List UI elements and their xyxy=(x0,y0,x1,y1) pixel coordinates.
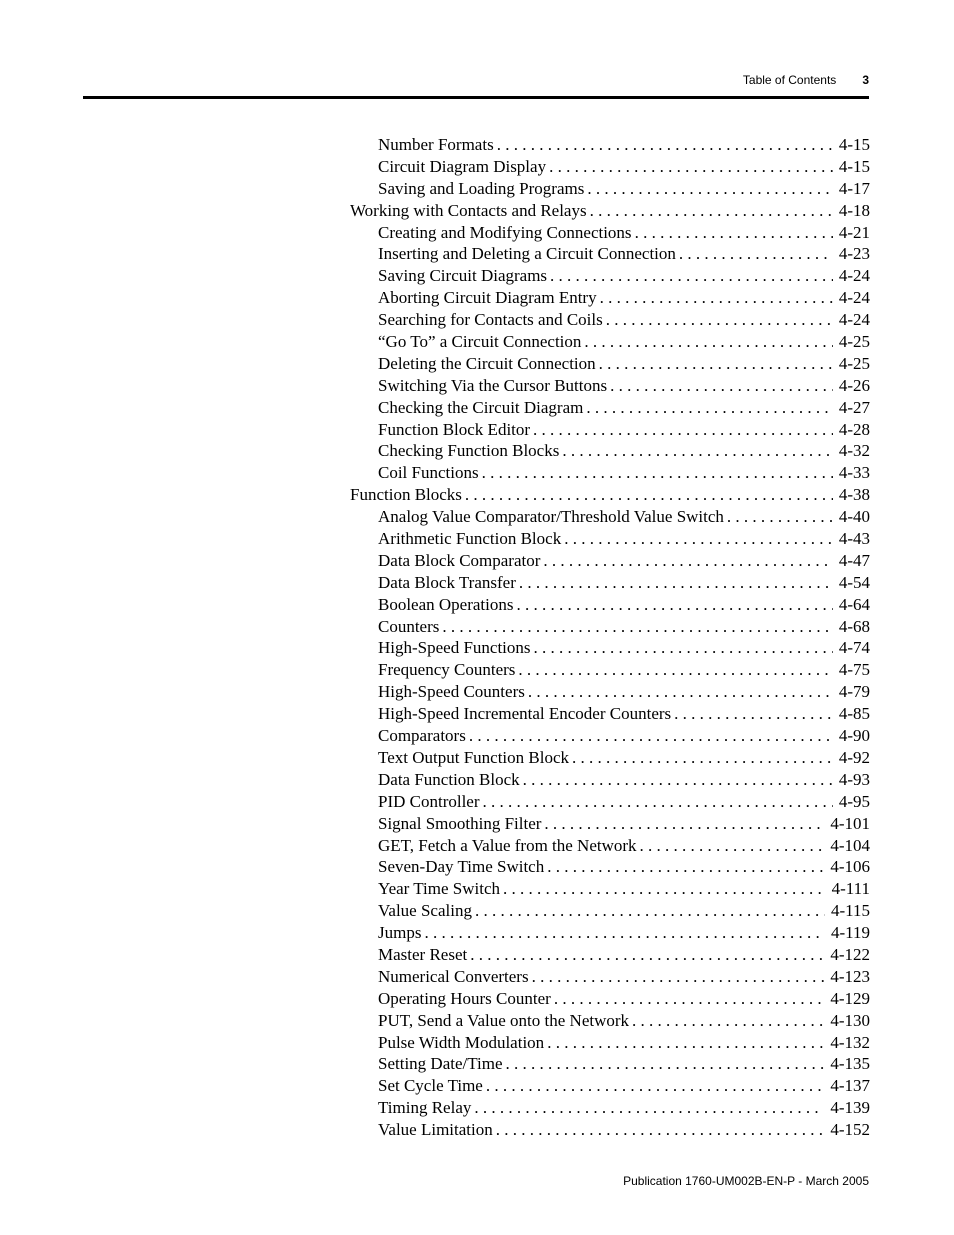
dot-leader xyxy=(465,484,833,506)
toc-entry-title: PID Controller xyxy=(378,791,480,811)
toc-entry-page: 4-129 xyxy=(830,988,870,1008)
toc-entry-page: 4-23 xyxy=(838,244,870,264)
toc-entry-title: Comparators xyxy=(378,726,466,746)
toc-entry-page: 4-123 xyxy=(830,966,870,986)
dot-leader xyxy=(517,594,833,616)
toc-entry-page: 4-135 xyxy=(830,1054,870,1074)
toc-entry-page: 4-90 xyxy=(838,726,870,746)
dot-leader xyxy=(562,440,833,462)
toc-entry-page: 4-152 xyxy=(830,1120,870,1140)
toc-entry-page: 4-74 xyxy=(838,638,870,658)
dot-leader xyxy=(584,331,832,353)
toc-entry-title: Function Block Editor xyxy=(378,419,531,439)
toc-entry-title: Value Limitation xyxy=(378,1120,493,1140)
dot-leader xyxy=(587,178,832,200)
toc-entry-title: PUT, Send a Value onto the Network xyxy=(378,1010,630,1030)
toc-entry-page: 4-111 xyxy=(831,879,870,899)
toc-entry-title: Coil Functions xyxy=(378,463,479,483)
toc-entry-page: 4-64 xyxy=(838,594,870,614)
toc-entry-title: Creating and Modifying Connections xyxy=(378,222,632,242)
toc-entry-page: 4-25 xyxy=(838,353,870,373)
toc-entry-title: Saving and Loading Programs xyxy=(378,178,585,198)
toc-entry[interactable] xyxy=(350,900,870,922)
dot-leader xyxy=(474,1097,824,1119)
toc-entry-page: 4-24 xyxy=(838,288,870,308)
section-title: Table of Contents xyxy=(742,73,837,87)
toc-list xyxy=(350,134,870,1141)
toc-entry-title: Boolean Operations xyxy=(378,594,514,614)
dot-leader xyxy=(632,1010,824,1032)
dot-leader xyxy=(640,835,825,857)
toc-entry-page: 4-24 xyxy=(838,266,870,286)
dot-leader xyxy=(518,659,832,681)
toc-entry[interactable] xyxy=(350,791,870,813)
dot-leader xyxy=(533,419,833,441)
toc-entry-page: 4-18 xyxy=(838,200,870,220)
toc-entry-title: Counters xyxy=(378,616,440,636)
toc-entry-page: 4-68 xyxy=(838,616,870,636)
toc-entry-page: 4-54 xyxy=(838,572,870,592)
toc-entry[interactable] xyxy=(350,637,870,659)
toc-entry[interactable] xyxy=(350,747,870,769)
toc-entry-title: Signal Smoothing Filter xyxy=(378,813,542,833)
toc-entry-title: Frequency Counters xyxy=(378,660,516,680)
toc-entry[interactable] xyxy=(350,462,870,484)
toc-entry-title: Timing Relay xyxy=(378,1098,472,1118)
toc-entry-title: GET, Fetch a Value from the Network xyxy=(378,835,637,855)
toc-entry[interactable] xyxy=(350,922,870,944)
toc-entry-page: 4-93 xyxy=(838,769,870,789)
toc-entry-title: Function Blocks xyxy=(350,485,462,505)
toc-entry-page: 4-119 xyxy=(830,923,870,943)
toc-entry[interactable] xyxy=(350,222,870,244)
toc-entry[interactable] xyxy=(350,1097,870,1119)
toc-entry[interactable] xyxy=(350,966,870,988)
dot-leader xyxy=(528,681,833,703)
toc-entry[interactable] xyxy=(350,506,870,528)
toc-entry[interactable] xyxy=(350,769,870,791)
toc-entry-page: 4-106 xyxy=(830,857,870,877)
toc-entry[interactable] xyxy=(350,572,870,594)
toc-entry-page: 4-115 xyxy=(830,901,870,921)
toc-entry[interactable] xyxy=(350,1075,870,1097)
toc-entry-page: 4-92 xyxy=(838,747,870,767)
toc-entry-page: 4-75 xyxy=(838,660,870,680)
toc-entry[interactable] xyxy=(350,1119,870,1141)
toc-entry[interactable] xyxy=(350,878,870,900)
toc-entry-page: 4-32 xyxy=(838,441,870,461)
toc-entry-title: Set Cycle Time xyxy=(378,1076,483,1096)
toc-entry-page: 4-79 xyxy=(838,682,870,702)
toc-entry-title: Data Block Transfer xyxy=(378,572,516,592)
toc-entry-title: Checking the Circuit Diagram xyxy=(378,397,584,417)
toc-entry[interactable] xyxy=(350,134,870,156)
dot-leader xyxy=(496,1119,825,1141)
toc-entry-page: 4-43 xyxy=(838,529,870,549)
dot-leader xyxy=(523,769,833,791)
dot-leader xyxy=(600,287,833,309)
toc-entry-page: 4-33 xyxy=(838,463,870,483)
toc-entry[interactable] xyxy=(350,1053,870,1075)
toc-entry-title: Setting Date/Time xyxy=(378,1054,503,1074)
dot-leader xyxy=(497,134,833,156)
toc-entry[interactable] xyxy=(350,200,870,222)
dot-leader xyxy=(610,375,833,397)
toc-entry[interactable] xyxy=(350,353,870,375)
toc-entry[interactable] xyxy=(350,725,870,747)
toc-entry-page: 4-38 xyxy=(838,485,870,505)
dot-leader xyxy=(470,944,824,966)
toc-entry-title: High-Speed Incremental Encoder Counters xyxy=(378,704,672,724)
toc-entry-title: Text Output Function Block xyxy=(378,747,569,767)
toc-entry[interactable] xyxy=(350,703,870,725)
dot-leader xyxy=(547,856,824,878)
toc-entry-page: 4-24 xyxy=(838,310,870,330)
toc-entry-page: 4-40 xyxy=(838,507,870,527)
dot-leader xyxy=(590,200,833,222)
toc-entry-title: Data Block Comparator xyxy=(378,550,541,570)
running-header xyxy=(743,73,869,87)
dot-leader xyxy=(503,878,826,900)
toc-entry-title: Arithmetic Function Block xyxy=(378,529,562,549)
toc-entry-title: Pulse Width Modulation xyxy=(378,1032,545,1052)
dot-leader xyxy=(679,243,833,265)
toc-entry-page: 4-21 xyxy=(838,222,870,242)
page-number: 3 xyxy=(862,73,869,87)
toc-entry[interactable] xyxy=(350,243,870,265)
dot-leader xyxy=(544,813,824,835)
dot-leader xyxy=(554,988,825,1010)
toc-entry-page: 4-17 xyxy=(838,178,870,198)
dot-leader xyxy=(483,791,833,813)
dot-leader xyxy=(486,1075,824,1097)
toc-entry[interactable] xyxy=(350,681,870,703)
dot-leader xyxy=(442,616,832,638)
toc-entry-page: 4-137 xyxy=(830,1076,870,1096)
toc-entry[interactable] xyxy=(350,594,870,616)
toc-entry[interactable] xyxy=(350,331,870,353)
dot-leader xyxy=(606,309,833,331)
toc-entry[interactable] xyxy=(350,1032,870,1054)
toc-entry[interactable] xyxy=(350,835,870,857)
toc-entry-title: Checking Function Blocks xyxy=(378,441,560,461)
toc-entry-title: Year Time Switch xyxy=(378,879,501,899)
toc-entry-title: High-Speed Functions xyxy=(378,638,531,658)
header-rule xyxy=(83,96,869,99)
toc-entry[interactable] xyxy=(350,156,870,178)
toc-entry-page: 4-95 xyxy=(838,791,870,811)
toc-entry-title: Saving Circuit Diagrams xyxy=(378,266,548,286)
toc-entry[interactable] xyxy=(350,856,870,878)
toc-entry-title: Deleting the Circuit Connection xyxy=(378,353,596,373)
toc-entry-title: High-Speed Counters xyxy=(378,682,525,702)
toc-entry-page: 4-85 xyxy=(838,704,870,724)
toc-entry[interactable] xyxy=(350,397,870,419)
dot-leader xyxy=(482,462,833,484)
dot-leader xyxy=(475,900,825,922)
dot-leader xyxy=(469,725,833,747)
toc-entry-page: 4-101 xyxy=(830,813,870,833)
toc-entry-page: 4-28 xyxy=(838,419,870,439)
toc-entry[interactable] xyxy=(350,944,870,966)
dot-leader xyxy=(674,703,833,725)
toc-entry[interactable] xyxy=(350,440,870,462)
dot-leader xyxy=(586,397,832,419)
toc-entry-page: 4-139 xyxy=(830,1098,870,1118)
dot-leader xyxy=(549,156,833,178)
toc-entry-title: Circuit Diagram Display xyxy=(378,156,547,176)
toc-entry[interactable] xyxy=(350,813,870,835)
toc-entry-page: 4-26 xyxy=(838,375,870,395)
toc-entry-title: Master Reset xyxy=(378,944,468,964)
toc-entry-page: 4-122 xyxy=(830,944,870,964)
dot-leader xyxy=(519,572,833,594)
toc-entry-title: “Go To” a Circuit Connection xyxy=(378,332,582,352)
toc-entry[interactable] xyxy=(350,550,870,572)
toc-entry-title: Seven-Day Time Switch xyxy=(378,857,545,877)
toc-entry-page: 4-25 xyxy=(838,332,870,352)
toc-entry-page: 4-27 xyxy=(838,397,870,417)
dot-leader xyxy=(534,637,833,659)
toc-entry-page: 4-15 xyxy=(838,135,870,154)
dot-leader xyxy=(532,966,825,988)
toc-entry-title: Working with Contacts and Relays xyxy=(350,200,587,220)
toc-entry-title: Number Formats xyxy=(378,135,494,154)
toc-entry-page: 4-104 xyxy=(830,835,870,855)
dot-leader xyxy=(727,506,833,528)
toc-entry[interactable] xyxy=(350,419,870,441)
dot-leader xyxy=(550,265,833,287)
toc-entry-title: Data Function Block xyxy=(378,769,520,789)
toc-entry[interactable] xyxy=(350,528,870,550)
dot-leader xyxy=(543,550,832,572)
publication-footer: Publication 1760-UM002B-EN-P - March 2005 xyxy=(623,1174,869,1188)
toc-entry-title: Switching Via the Cursor Buttons xyxy=(378,375,608,395)
toc-entry[interactable] xyxy=(350,988,870,1010)
toc-entry[interactable] xyxy=(350,178,870,200)
toc-entry[interactable] xyxy=(350,309,870,331)
toc-entry[interactable] xyxy=(350,659,870,681)
dot-leader xyxy=(635,222,833,244)
toc-entry-title: Inserting and Deleting a Circuit Connection xyxy=(378,244,676,264)
toc-entry-title: Numerical Converters xyxy=(378,966,529,986)
toc-entry[interactable] xyxy=(350,484,870,506)
toc-entry[interactable] xyxy=(350,616,870,638)
toc-entry-title: Searching for Contacts and Coils xyxy=(378,310,603,330)
toc-entry[interactable] xyxy=(350,375,870,397)
toc-entry[interactable] xyxy=(350,1010,870,1032)
dot-leader xyxy=(506,1053,825,1075)
toc-entry-title: Operating Hours Counter xyxy=(378,988,551,1008)
toc-entry-title: Jumps xyxy=(378,923,422,943)
toc-entry-page: 4-15 xyxy=(838,156,870,176)
toc-entry[interactable] xyxy=(350,287,870,309)
dot-leader xyxy=(572,747,833,769)
dot-leader xyxy=(599,353,833,375)
dot-leader xyxy=(564,528,833,550)
toc-entry-title: Aborting Circuit Diagram Entry xyxy=(378,288,597,308)
toc-entry[interactable] xyxy=(350,265,870,287)
toc-entry-title: Analog Value Comparator/Threshold Value Switch xyxy=(378,507,724,527)
dot-leader xyxy=(547,1032,824,1054)
toc-entry-page: 4-130 xyxy=(830,1010,870,1030)
toc-entry-page: 4-47 xyxy=(838,550,870,570)
toc-entry-title: Value Scaling xyxy=(378,901,472,921)
toc-entry-page: 4-132 xyxy=(830,1032,870,1052)
dot-leader xyxy=(424,922,825,944)
